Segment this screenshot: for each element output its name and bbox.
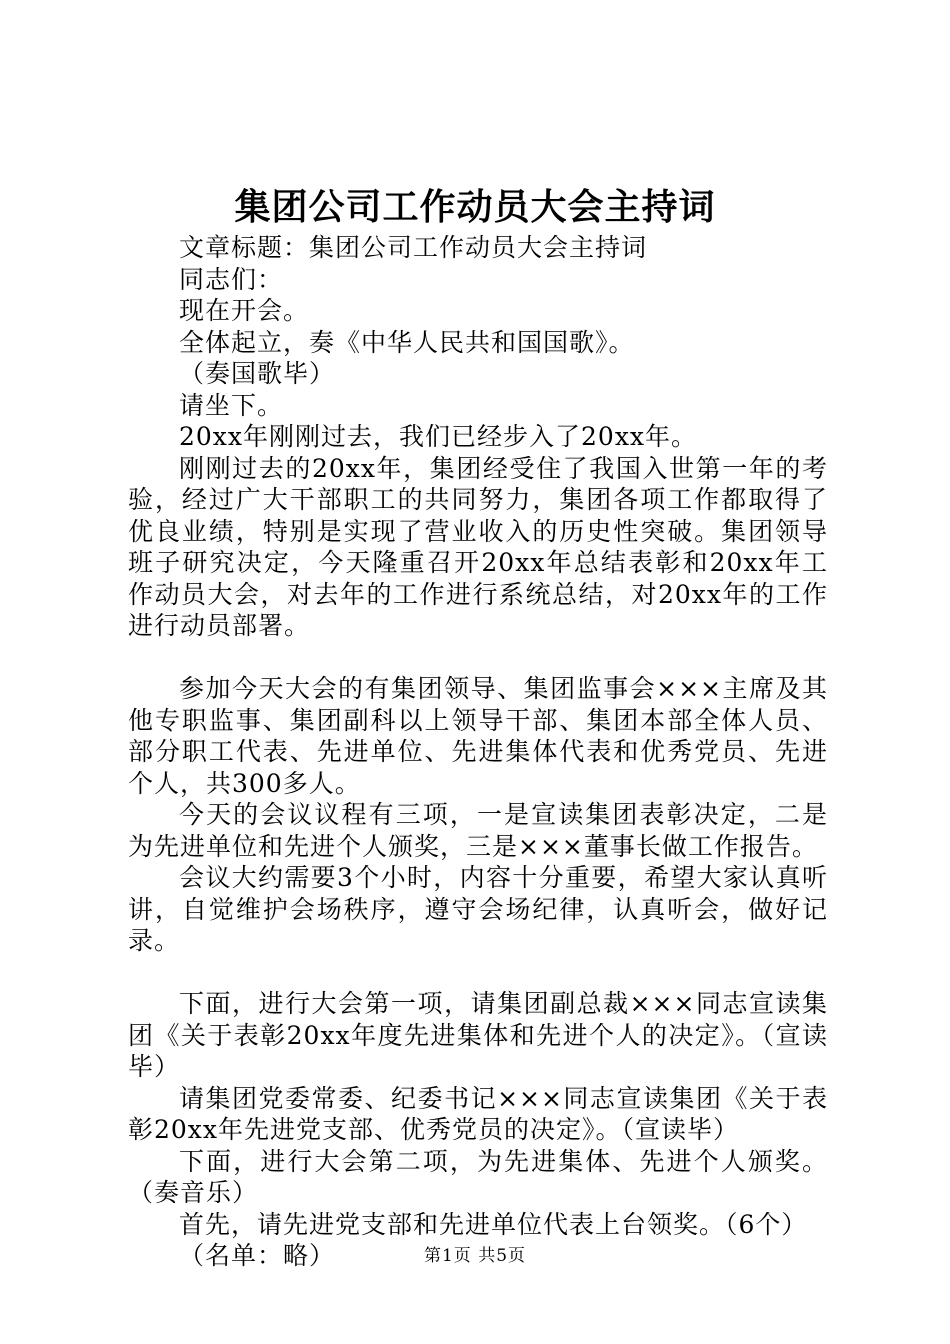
paragraph-attendees: 参加今天大会的有集团领导、集团监事会×××主席及其他专职监事、集团副科以上领导干部、集团本部全体人员、部分职工代表、先进单位、先进集体代表和优秀党员、先进个人，共300多人。 bbox=[128, 674, 828, 798]
paragraph-sit-down: 请坐下。 bbox=[179, 390, 284, 420]
paragraph-spacer bbox=[128, 957, 828, 989]
paragraph-item-two: 下面，进行大会第二项，为先进集体、先进个人颁奖。（奏音乐） bbox=[128, 1146, 828, 1207]
paragraph-new-year: 20xx年刚刚过去，我们已经步入了20xx年。 bbox=[179, 422, 698, 451]
paragraph-agenda: 今天的会议议程有三项，一是宣读集团表彰决定，二是为先进单位和先进个人颁奖，三是×××董事长做工作报告。 bbox=[128, 800, 828, 861]
paragraph-item-one: 下面，进行大会第一项，请集团副总裁×××同志宣读集团《关于表彰20xx年度先进集体和先进个人的决定》。（宣读毕） bbox=[128, 989, 828, 1081]
paragraph-article-title: 文章标题：集团公司工作动员大会主持词 bbox=[179, 233, 648, 262]
paragraph-duration: 会议大约需要3个小时，内容十分重要，希望大家认真听讲，自觉维护会场秩序，遵守会场纪律，认真听会，做好记录。 bbox=[128, 863, 828, 955]
document-title: 集团公司工作动员大会主持词 bbox=[234, 186, 716, 228]
paragraph-anthem-end: （奏国歌毕） bbox=[179, 359, 336, 388]
page-number-footer: 第1页 共5页 bbox=[423, 1246, 527, 1266]
paragraph-party-decision: 请集团党委常委、纪委书记×××同志宣读集团《关于表彰20xx年先进党支部、优秀党员的决定》。（宣读毕） bbox=[128, 1083, 828, 1144]
paragraph-first-award: 首先，请先进党支部和先进单位代表上台领奖。（6个） bbox=[179, 1209, 808, 1239]
paragraph-review: 刚刚过去的20xx年，集团经受住了我国入世第一年的考验，经过广大干部职工的共同努力，集团各项工作都取得了优良业绩，特别是实现了营业收入的历史性突破。集团领导班子研究决定，今天隆重召开20xx年总结表彰和20xx年工作动员大会，对去年的工作进行系统总结，对20xx年的工作进行动员部署。 bbox=[128, 453, 828, 640]
paragraph-spacer bbox=[128, 642, 828, 674]
paragraph-anthem: 全体起立，奏《中华人民共和国国歌》。 bbox=[179, 327, 635, 357]
paragraph-open-meeting: 现在开会。 bbox=[179, 296, 310, 325]
document-body bbox=[128, 232, 828, 1272]
paragraph-greeting: 同志们： bbox=[179, 264, 284, 294]
paragraph-list-omitted: （名单：略） bbox=[179, 1241, 336, 1270]
